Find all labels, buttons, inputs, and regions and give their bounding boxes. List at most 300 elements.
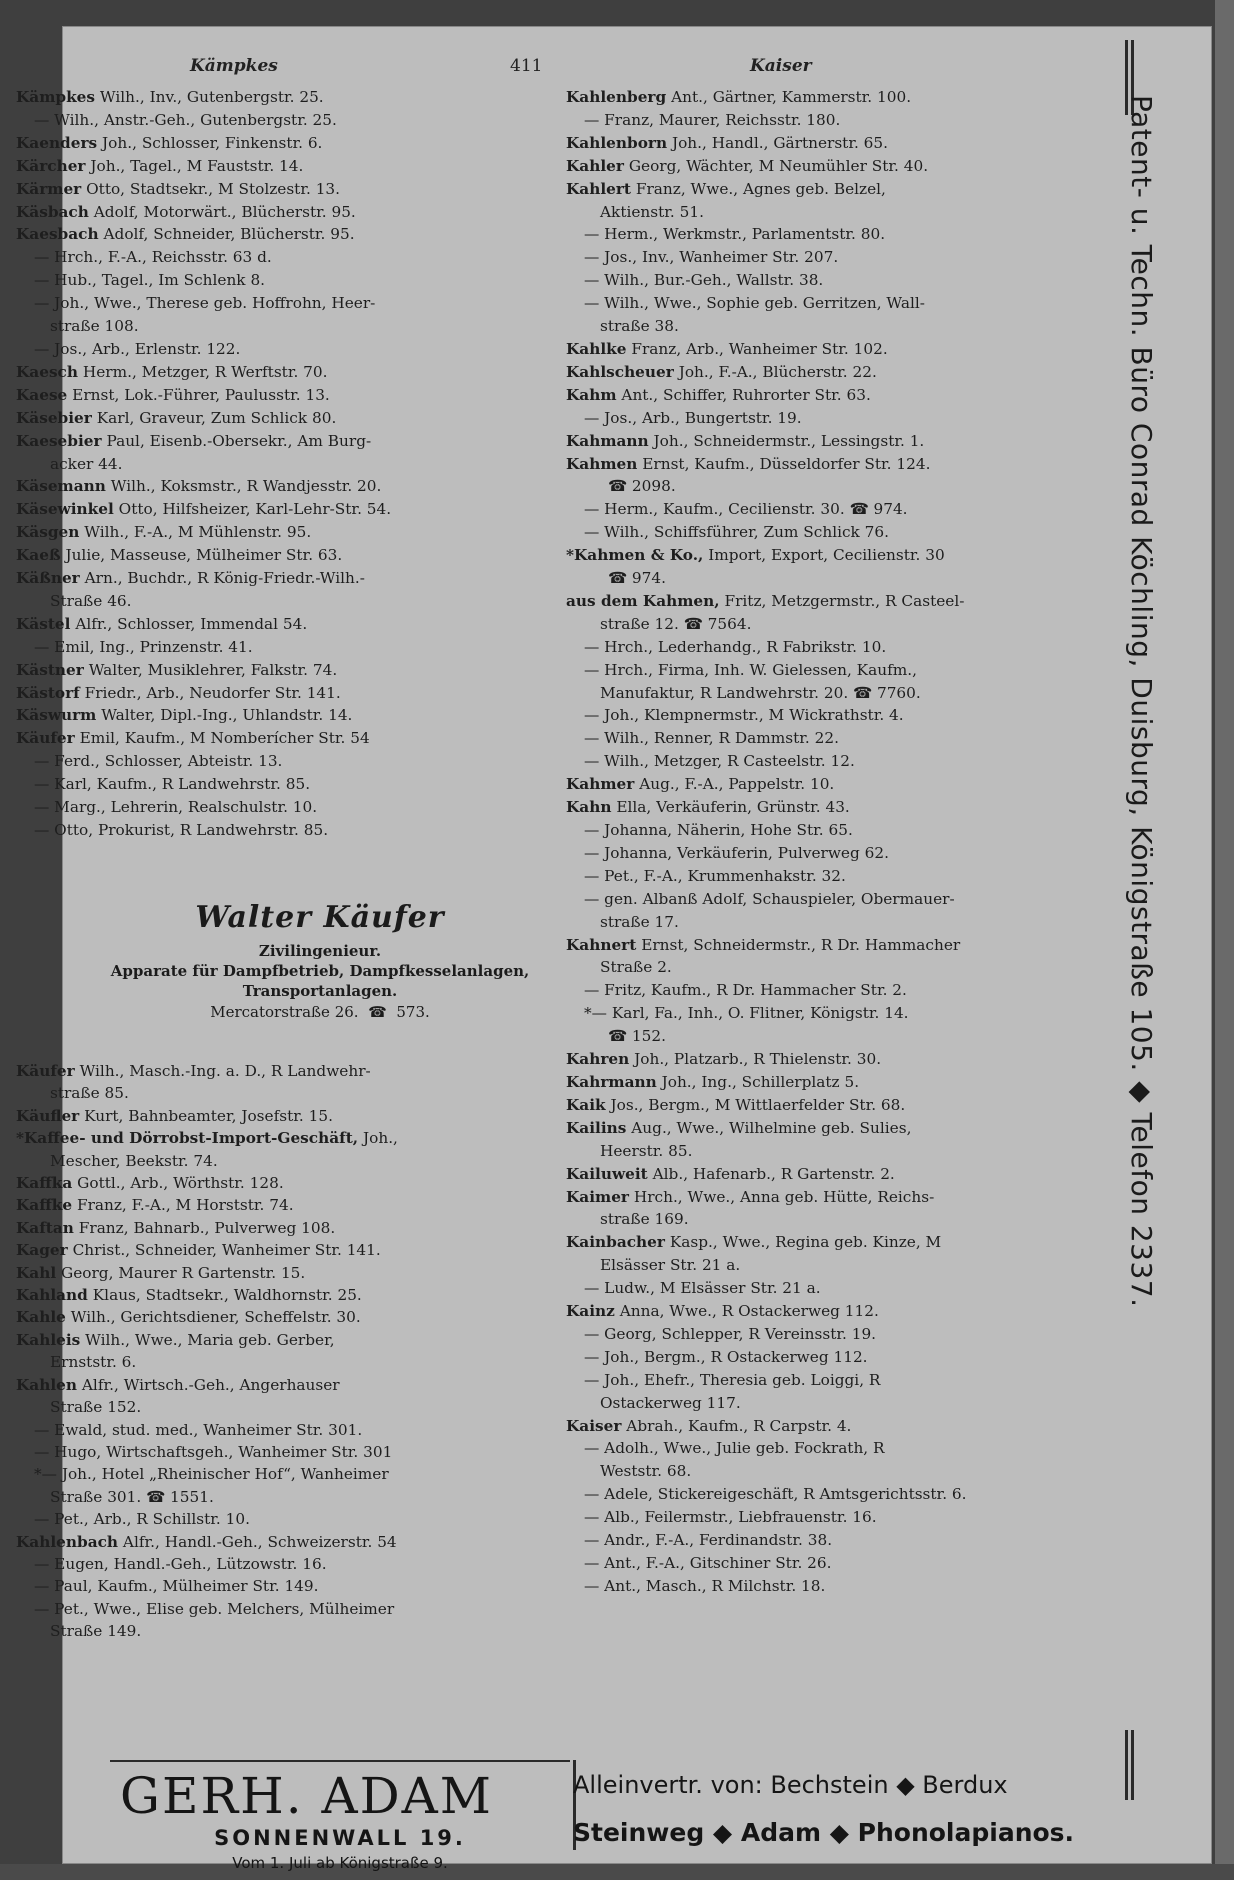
footer-firm: GERH. ADAM <box>120 1767 493 1825</box>
entry-details: Paul, Eisenb.-Obersekr., Am Burg- <box>106 431 372 450</box>
entry-details: straße 108. <box>50 317 139 336</box>
directory-entry <box>16 178 576 201</box>
entry-details: Otto, Prokurist, R Landwehrstr. 85. <box>54 821 329 839</box>
entry-details: Joh., Platzarb., R Thielenstr. 30. <box>634 1050 882 1069</box>
side-banner-text: Patent- u. Techn. Büro Conrad Köchling, Duisburg, Königstraße 105. ◆ Telefon 2337. <box>1125 95 1158 1308</box>
directory-entry <box>16 1284 576 1306</box>
entry-details: Jos., Arb., Bungertstr. 19. <box>604 408 802 427</box>
page-number: 411 <box>510 56 543 76</box>
entry-details: Marg., Lehrerin, Realschulstr. 10. <box>54 798 318 817</box>
directory-entry <box>16 1419 576 1441</box>
advert-title: Zivilingenieur. <box>258 942 382 960</box>
directory-entry <box>16 1531 576 1553</box>
advert-line-1: Apparate für Dampfbetrieb, Dampfkesselanlagen, <box>110 962 530 980</box>
directory-entry <box>16 223 576 246</box>
entry-details: acker 44. <box>50 454 123 473</box>
entry-name: Kailins <box>566 1118 627 1137</box>
entry-details: straße 169. <box>600 1210 689 1229</box>
entry-name: Kaik <box>566 1095 606 1114</box>
directory-entry <box>16 109 576 132</box>
directory-entry <box>566 590 1136 613</box>
directory-entry <box>16 796 576 819</box>
entry-name: — <box>584 981 600 1000</box>
entry-name: Kärmer <box>16 179 82 198</box>
entry-details: Arn., Buchdr., R König-Friedr.-Wilh.- <box>84 569 365 588</box>
directory-entry <box>16 1060 576 1082</box>
entry-details: Gottl., Arb., Wörthstr. 128. <box>77 1174 284 1193</box>
entry-details: Joh., Klempnermstr., M Wickrathstr. 4. <box>604 706 904 725</box>
entry-name: Kahlenborn <box>566 133 668 152</box>
directory-entry <box>566 1369 1136 1392</box>
entry-name: Kahlen <box>16 1375 77 1394</box>
entry-details: Aug., Wwe., Wilhelmine geb. Sulies, <box>631 1118 912 1137</box>
entry-details: straße 38. <box>600 317 679 336</box>
directory-entry <box>16 544 576 567</box>
directory-entry <box>16 1262 576 1284</box>
header-left-keyword: Kämpkes <box>190 56 278 76</box>
entry-name: — <box>34 1510 50 1529</box>
entry-details: Abrah., Kaufm., R Carpstr. 4. <box>626 1416 852 1435</box>
directory-entry <box>566 1254 1136 1277</box>
directory-entry <box>16 269 576 292</box>
entry-details: Franz, Bahnarb., Pulverweg 108. <box>78 1218 336 1237</box>
directory-entry <box>16 1194 576 1216</box>
entry-details: Straße 301. ☎ 1551. <box>50 1487 214 1506</box>
entry-details: Wilh., Metzger, R Casteelstr. 12. <box>604 752 855 771</box>
entry-details: Hugo, Wirtschaftsgeh., Wanheimer Str. 301 <box>54 1442 393 1461</box>
entry-details: Import, Export, Cecilienstr. 30 <box>708 546 945 565</box>
directory-entry <box>566 1025 1136 1048</box>
entry-name: — <box>584 637 600 656</box>
directory-entry <box>16 682 576 705</box>
entry-details: Franz, F.-A., M Horststr. 74. <box>76 1196 294 1215</box>
directory-entry <box>566 1300 1136 1323</box>
directory-entry <box>16 636 576 659</box>
entry-details: Ludw., M Elsässer Str. 21 a. <box>604 1279 821 1298</box>
directory-entry <box>566 223 1136 246</box>
directory-entry <box>566 956 1136 979</box>
entry-details: Joh., Tagel., M Fauststr. 14. <box>90 156 304 175</box>
entry-details: Georg, Maurer R Gartenstr. 15. <box>61 1263 306 1282</box>
directory-entry <box>16 407 576 430</box>
entry-details: Georg, Wächter, M Neumühler Str. 40. <box>628 156 929 175</box>
entry-details: Joh., Wwe., Therese geb. Hoffrohn, Heer- <box>54 294 376 313</box>
directory-entry <box>566 865 1136 888</box>
entry-details: Weststr. 68. <box>600 1462 692 1481</box>
directory-entry <box>16 1329 576 1351</box>
directory-entry <box>566 544 1136 567</box>
entry-name: Kaesbach <box>16 225 99 244</box>
entry-name: Kaffke <box>16 1196 73 1215</box>
walter-kaeufer-advert <box>80 900 560 1023</box>
directory-entry <box>566 1575 1136 1598</box>
directory-entry <box>16 590 576 613</box>
entry-details: Karl, Fa., Inh., O. Flitner, Königstr. 14. <box>611 1004 909 1023</box>
directory-entry <box>566 727 1136 750</box>
directory-entry <box>566 361 1136 384</box>
directory-entry <box>566 842 1136 865</box>
entry-details: Herm., Werkmstr., Parlamentstr. 80. <box>604 225 886 244</box>
entry-name: Kager <box>16 1241 68 1260</box>
directory-entry <box>566 1529 1136 1552</box>
entry-name: Kaiser <box>566 1416 622 1435</box>
directory-entry <box>566 132 1136 155</box>
entry-name: — <box>584 889 600 908</box>
entry-details: Ant., F.-A., Gitschiner Str. 26. <box>604 1554 832 1572</box>
phone-icon: ☎ <box>363 1003 392 1021</box>
directory-entry <box>16 1575 576 1597</box>
entry-name: Käsebier <box>16 408 92 427</box>
entry-details: ☎ 152. <box>608 1027 666 1046</box>
entry-name: — <box>34 798 50 817</box>
footer-rule-left <box>110 1760 570 1762</box>
directory-entry <box>16 292 576 315</box>
entry-name: Kahren <box>566 1050 630 1069</box>
directory-entry <box>16 1150 576 1172</box>
directory-entry <box>566 498 1136 521</box>
directory-entry <box>566 338 1136 361</box>
directory-entry <box>566 155 1136 178</box>
entry-name: Kahler <box>566 156 624 175</box>
entry-details: Ernst, Schneidermstr., R Dr. Hammacher <box>641 935 961 954</box>
directory-entry <box>566 1415 1136 1438</box>
directory-entry <box>566 682 1136 705</box>
entry-name: Kaeß <box>16 546 61 565</box>
entry-details: Johanna, Näherin, Hohe Str. 65. <box>604 821 853 839</box>
entry-details: straße 12. ☎ 7564. <box>600 614 752 633</box>
directory-entry <box>16 132 576 155</box>
directory-entry <box>16 613 576 636</box>
entry-details: Emil, Kaufm., M Nomberícher Str. 54 <box>79 729 370 748</box>
entry-details: Kurt, Bahnbeamter, Josefstr. 15. <box>84 1106 333 1125</box>
entry-details: Anna, Wwe., R Ostackerweg 112. <box>619 1302 879 1321</box>
directory-entry <box>16 521 576 544</box>
directory-entry <box>16 201 576 224</box>
advert-firm: Walter Käufer <box>195 900 445 935</box>
entry-name: — <box>34 637 50 656</box>
entry-details: Joh., Hotel „Rheinischer Hof“, Wanheimer <box>61 1465 389 1484</box>
entry-details: Heerstr. 85. <box>600 1141 693 1160</box>
entry-name: Käsewinkel <box>16 500 114 519</box>
gerh-adam-footer <box>120 1768 560 1872</box>
entry-details: Alfr., Schlosser, Immendal 54. <box>75 614 308 633</box>
directory-entry <box>16 1351 576 1373</box>
entry-name: — <box>34 248 50 267</box>
directory-entry <box>566 1460 1136 1483</box>
entry-name: Kästorf <box>16 683 80 702</box>
directory-entry <box>566 1140 1136 1163</box>
entry-name: — <box>584 866 600 885</box>
entry-details: Elsässer Str. 21 a. <box>600 1256 741 1275</box>
entry-details: Manufaktur, R Landwehrstr. 20. ☎ 7760. <box>600 683 921 702</box>
right-column <box>566 86 1136 1598</box>
entry-details: ☎ 2098. <box>608 477 676 496</box>
directory-entry <box>566 1346 1136 1369</box>
entry-details: Friedr., Arb., Neudorfer Str. 141. <box>84 683 341 702</box>
entry-name: — <box>34 1577 50 1596</box>
side-banner <box>1125 95 1168 1715</box>
entry-name: — <box>584 843 600 862</box>
entry-details: Alfr., Wirtsch.-Geh., Angerhauser <box>81 1375 340 1394</box>
entry-details: Adele, Stickereigeschäft, R Amtsgerichtsstr. 6. <box>604 1485 967 1504</box>
directory-entry <box>566 1094 1136 1117</box>
entry-name: — <box>34 1599 50 1618</box>
entry-details: straße 85. <box>50 1084 129 1103</box>
directory-entry <box>16 1127 576 1149</box>
entry-name: — <box>34 1420 50 1439</box>
directory-entry <box>16 1553 576 1575</box>
directory-entry <box>566 109 1136 132</box>
entry-details: Wilh., Masch.-Ing. a. D., R Landwehr- <box>79 1062 371 1080</box>
entry-details: Wilh., F.-A., M Mühlenstr. 95. <box>84 523 312 542</box>
directory-entry <box>566 1392 1136 1415</box>
entry-details: gen. Albanß Adolf, Schauspieler, Obermauer- <box>604 889 955 908</box>
entry-details: Julie, Masseuse, Mülheimer Str. 63. <box>65 546 343 565</box>
entry-name: *— <box>34 1465 57 1484</box>
directory-entry <box>566 407 1136 430</box>
entry-details: Franz, Arb., Wanheimer Str. 102. <box>631 339 888 358</box>
directory-entry <box>16 1082 576 1104</box>
directory-entry <box>16 1620 576 1642</box>
entry-name: — <box>584 729 600 748</box>
page-header <box>0 30 1160 76</box>
entry-name: Kahlert <box>566 179 631 198</box>
directory-entry <box>16 1374 576 1396</box>
directory-entry <box>566 1552 1136 1575</box>
entry-details: Ernst, Kaufm., Düsseldorfer Str. 124. <box>642 454 931 473</box>
directory-entry <box>566 1323 1136 1346</box>
directory-entry <box>566 269 1136 292</box>
entry-name: Kahle <box>16 1308 66 1327</box>
entry-name: — <box>34 339 50 358</box>
directory-entry <box>16 659 576 682</box>
entry-details: Joh., Ehefr., Theresia geb. Loiggi, R <box>604 1370 881 1389</box>
entry-name: — <box>584 660 600 679</box>
entry-name: — <box>34 752 50 771</box>
directory-entry <box>566 1208 1136 1231</box>
entry-name: — <box>584 110 600 129</box>
dealer-line: Alleinvertr. von: Bechstein ◆ Berdux <box>573 1771 1008 1799</box>
entry-details: Wilh., Bur.-Geh., Wallstr. 38. <box>604 271 824 290</box>
directory-entry <box>566 888 1136 911</box>
entry-name: — <box>584 1554 600 1572</box>
directory-entry <box>566 1506 1136 1529</box>
entry-details: Jos., Bergm., M Wittlaerfelder Str. 68. <box>610 1095 906 1114</box>
entry-details: Joh., Bergm., R Ostackerweg 112. <box>604 1347 868 1366</box>
entry-name: — <box>34 775 50 794</box>
directory-entry <box>16 704 576 727</box>
directory-entry <box>566 796 1136 819</box>
entry-name: Kahlenbach <box>16 1532 119 1551</box>
entry-name: — <box>584 1324 600 1343</box>
scan-edge <box>1215 0 1234 1880</box>
entry-name: Kahm <box>566 385 617 404</box>
directory-entry <box>16 1463 576 1485</box>
entry-name: Kahleis <box>16 1330 81 1349</box>
directory-entry <box>16 1396 576 1418</box>
entry-details: Wilh., Inv., Gutenbergstr. 25. <box>99 88 324 106</box>
directory-entry <box>566 521 1136 544</box>
entry-details: Adolh., Wwe., Julie geb. Fockrath, R <box>604 1439 885 1458</box>
entry-details: Ant., Masch., R Milchstr. 18. <box>604 1576 826 1595</box>
directory-entry <box>16 384 576 407</box>
entry-details: Mescher, Beekstr. 74. <box>50 1151 218 1170</box>
directory-entry <box>566 613 1136 636</box>
entry-name: Kaesebier <box>16 431 102 450</box>
entry-name: — <box>584 225 600 244</box>
entry-name: Kahmen <box>566 454 638 473</box>
entry-details: Aug., F.-A., Pappelstr. 10. <box>639 775 835 794</box>
entry-name: Kästner <box>16 660 84 679</box>
entry-name: Kahnert <box>566 935 637 954</box>
entry-details: Ewald, stud. med., Wanheimer Str. 301. <box>54 1420 363 1439</box>
entry-details: Pet., Arb., R Schillstr. 10. <box>54 1510 250 1529</box>
directory-entry <box>16 361 576 384</box>
directory-entry <box>16 1306 576 1328</box>
entry-name: Käsbach <box>16 202 89 221</box>
entry-details: Ant., Gärtner, Kammerstr. 100. <box>671 88 912 106</box>
directory-entry <box>16 246 576 269</box>
entry-details: Adolf, Schneider, Blücherstr. 95. <box>103 225 355 244</box>
directory-entry <box>566 86 1136 109</box>
entry-details: Eugen, Handl.-Geh., Lützowstr. 16. <box>54 1554 327 1573</box>
entry-name: — <box>584 523 600 542</box>
directory-entry <box>566 934 1136 957</box>
entry-name: — <box>584 752 600 771</box>
entry-name: — <box>34 1442 50 1461</box>
footer-address: SONNENWALL 19. <box>214 1826 466 1850</box>
entry-details: Walter, Musiklehrer, Falkstr. 74. <box>88 660 338 679</box>
entry-details: Ostackerweg 117. <box>600 1393 741 1412</box>
entry-name: — <box>34 1554 50 1573</box>
entry-details: Straße 2. <box>600 958 672 977</box>
entry-name: Käsgen <box>16 523 80 542</box>
entry-name: — <box>584 821 600 839</box>
advert-address: Mercatorstraße 26. <box>210 1003 359 1021</box>
entry-name: — <box>584 1279 600 1298</box>
entry-name: Kärcher <box>16 156 86 175</box>
directory-entry <box>16 750 576 773</box>
entry-details: Wilh., Wwe., Maria geb. Gerber, <box>85 1330 335 1349</box>
entry-details: Karl, Graveur, Zum Schlick 80. <box>96 408 337 427</box>
entry-name: — <box>34 294 50 313</box>
entry-name: Kahn <box>566 798 612 817</box>
directory-entry <box>566 292 1136 315</box>
entry-details: Ferd., Schlosser, Abteistr. 13. <box>54 752 283 771</box>
entry-details: Walter, Dipl.-Ing., Uhlandstr. 14. <box>101 706 353 725</box>
directory-entry <box>16 773 576 796</box>
left-column <box>16 86 576 842</box>
directory-entry <box>566 1048 1136 1071</box>
entry-name: — <box>584 1485 600 1504</box>
entry-name: — <box>584 248 600 267</box>
entry-name: Käsemann <box>16 477 106 496</box>
directory-entry <box>566 1231 1136 1254</box>
directory-entry <box>16 1486 576 1508</box>
entry-details: Joh., Schneidermstr., Lessingstr. 1. <box>653 431 925 450</box>
entry-details: Andr., F.-A., Ferdinandstr. 38. <box>604 1531 833 1550</box>
entry-name: *Kahmen & Ko., <box>566 546 704 565</box>
entry-details: Joh., F.-A., Blücherstr. 22. <box>678 362 877 381</box>
directory-entry <box>566 659 1136 682</box>
entry-details: Jos., Inv., Wanheimer Str. 207. <box>604 248 839 267</box>
entry-name: Kahlke <box>566 339 627 358</box>
header-right-keyword: Kaiser <box>750 56 812 76</box>
advert-contact <box>80 1001 560 1023</box>
entry-details: Hub., Tagel., Im Schlenk 8. <box>54 271 266 290</box>
directory-entry <box>16 1598 576 1620</box>
directory-entry <box>566 704 1136 727</box>
entry-details: Ant., Schiffer, Ruhrorter Str. 63. <box>621 385 871 404</box>
directory-entry <box>16 155 576 178</box>
entry-name: — <box>584 1439 600 1458</box>
directory-entry <box>566 1117 1136 1140</box>
directory-entry <box>16 1105 576 1127</box>
entry-name: Kahlscheuer <box>566 362 674 381</box>
directory-entry <box>16 727 576 750</box>
entry-details: Hrch., Firma, Inh. W. Gielessen, Kaufm., <box>604 660 917 679</box>
directory-entry <box>16 1441 576 1463</box>
directory-entry <box>16 430 576 453</box>
entry-name: *— <box>584 1004 607 1023</box>
entry-details: Herm., Kaufm., Cecilienstr. 30. ☎ 974. <box>604 500 908 519</box>
entry-details: Georg, Schlepper, R Vereinsstr. 19. <box>604 1324 877 1343</box>
entry-details: Joh., Handl., Gärtnerstr. 65. <box>671 133 889 152</box>
entry-details: Karl, Kaufm., R Landwehrstr. 85. <box>54 775 311 794</box>
directory-entry <box>16 315 576 338</box>
entry-details: Wilh., Anstr.-Geh., Gutenbergstr. 25. <box>54 110 337 129</box>
entry-name: Käufer <box>16 729 75 748</box>
directory-entry <box>566 567 1136 590</box>
entry-name: Kaenders <box>16 133 98 152</box>
entry-details: Franz, Maurer, Reichsstr. 180. <box>604 110 841 129</box>
directory-entry <box>566 1277 1136 1300</box>
directory-entry <box>566 819 1136 842</box>
entry-details: Wilh., Schiffsführer, Zum Schlick 76. <box>604 523 890 542</box>
directory-entry <box>566 246 1136 269</box>
directory-entry <box>16 86 576 109</box>
directory-entry <box>566 384 1136 407</box>
entry-details: straße 17. <box>600 912 679 931</box>
directory-entry <box>16 1508 576 1530</box>
entry-details: Fritz, Metzgermstr., R Casteel- <box>724 591 965 610</box>
entry-details: Wilh., Wwe., Sophie geb. Gerritzen, Wall- <box>604 294 925 313</box>
entry-details: Kasp., Wwe., Regina geb. Kinze, M <box>669 1233 942 1252</box>
directory-entry <box>566 773 1136 796</box>
directory-entry <box>566 911 1136 934</box>
directory-entry <box>16 338 576 361</box>
entry-details: Ernst, Lok.-Führer, Paulusstr. 13. <box>72 385 330 404</box>
entry-details: Fritz, Kaufm., R Dr. Hammacher Str. 2. <box>604 981 907 1000</box>
entry-details: Hrch., F.-A., Reichsstr. 63 d. <box>54 248 272 267</box>
entry-details: Pet., F.-A., Krummenhakstr. 32. <box>604 866 846 885</box>
footer-note: Vom 1. Juli ab Königstraße 9. <box>232 1854 448 1872</box>
entry-name: Käswurm <box>16 706 97 725</box>
directory-entry <box>566 636 1136 659</box>
directory-entry <box>566 1186 1136 1209</box>
entry-name: aus dem Kahmen, <box>566 591 720 610</box>
entry-name: — <box>584 271 600 290</box>
directory-entry <box>16 1239 576 1261</box>
entry-name: Kainbacher <box>566 1233 665 1252</box>
entry-details: Adolf, Motorwärt., Blücherstr. 95. <box>93 202 356 221</box>
entry-name: Kaese <box>16 385 68 404</box>
entry-name: Kahl <box>16 1263 57 1282</box>
entry-name: Kaftan <box>16 1218 74 1237</box>
directory-entry <box>566 979 1136 1002</box>
entry-details: Joh., Schlosser, Finkenstr. 6. <box>102 133 323 152</box>
entry-details: Otto, Stadtsekr., M Stolzestr. 13. <box>86 179 341 198</box>
